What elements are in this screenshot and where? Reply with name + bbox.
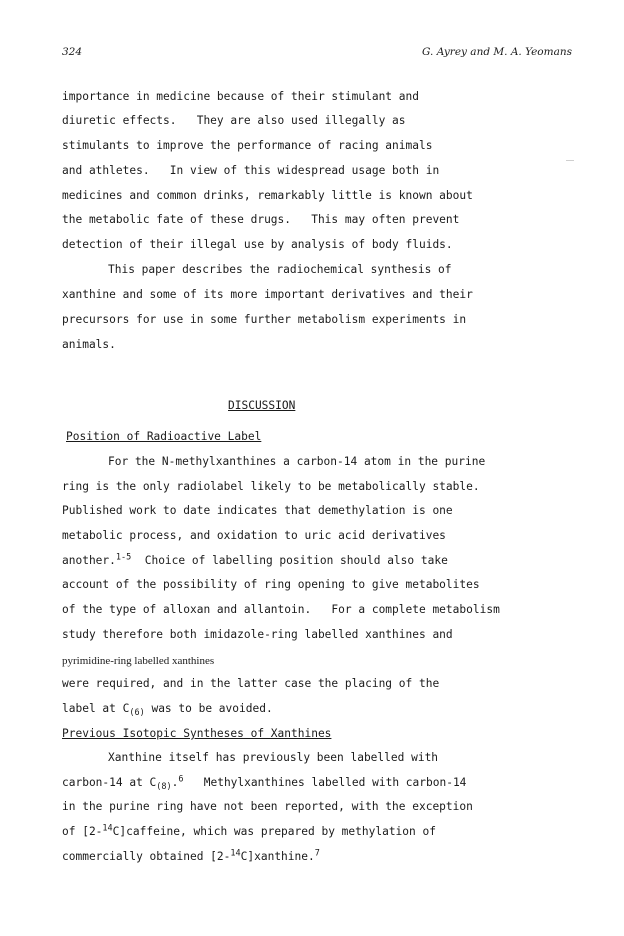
text-line: metabolic process, and oxidation to uric acid derivatives (62, 529, 446, 542)
text-span: another. (62, 554, 116, 567)
text-line: For the N-methylxanthines a carbon-14 atom in the purine (108, 455, 486, 468)
margin-mark (566, 160, 574, 161)
text-line (62, 850, 320, 864)
text-line (62, 554, 448, 568)
text-line: study therefore both imidazole-ring labelled xanthines and (62, 628, 453, 641)
reference-superscript: 7 (314, 848, 320, 859)
text-line: and athletes. In view of this widespread usage both in (62, 164, 440, 177)
subscript: (6) (129, 708, 145, 719)
text-span: carbon-14 at C (62, 776, 157, 789)
text-span: commercially obtained [2- (62, 850, 231, 863)
superscript: 14 (230, 848, 241, 859)
text-line: xanthine and some of its more important derivatives and their (62, 288, 473, 301)
text-line: precursors for use in some further metabolism experiments in (62, 313, 467, 326)
text-line: This paper describes the radiochemical synthesis of (108, 263, 452, 276)
text-line: detection of their illegal use by analysis of body fluids. (62, 238, 453, 251)
text-line: pyrimidine-ring labelled xanthines (62, 655, 215, 667)
text-span: of [2- (62, 825, 103, 838)
subsection-title: Position of Radioactive Label (66, 430, 262, 443)
text-line (62, 774, 467, 793)
text-span: Methylxanthines labelled with carbon-14 (183, 776, 467, 789)
text-line: animals. (62, 338, 116, 351)
text-line: diuretic effects. They are also used illegally as (62, 114, 406, 127)
text-span: C]caffeine, which was prepared by methylation of (112, 825, 436, 838)
text-span: was to be avoided. (144, 702, 273, 715)
text-line: importance in medicine because of their stimulant and (62, 90, 419, 103)
text-line (62, 825, 436, 839)
text-line: were required, and in the latter case the placing of the (62, 677, 440, 690)
text-span: . (171, 776, 179, 789)
text-span: C]xanthine. (240, 850, 315, 863)
running-header-authors: G. Ayrey and M. A. Yeomans (422, 46, 572, 58)
section-heading-discussion: DISCUSSION (228, 399, 296, 412)
text-line: ring is the only radiolabel likely to be metabolically stable. (62, 480, 480, 493)
text-span: Choice of labelling position should also take (131, 554, 448, 567)
text-line: of the type of alloxan and allantoin. For a complete metabolism (62, 603, 500, 616)
text-line: Published work to date indicates that demethylation is one (62, 504, 453, 517)
page-number: 324 (62, 46, 83, 58)
text-line: the metabolic fate of these drugs. This may often prevent (62, 213, 460, 226)
text-line: Xanthine itself has previously been labelled with (108, 751, 439, 764)
reference-superscript: 6 (178, 774, 184, 785)
reference-superscript: 1-5 (115, 552, 132, 563)
subscript: (8) (156, 782, 172, 793)
text-line: medicines and common drinks, remarkably little is known about (62, 189, 473, 202)
text-line: account of the possibility of ring opening to give metabolites (62, 578, 480, 591)
text-line: stimulants to improve the performance of racing animals (62, 139, 433, 152)
superscript: 14 (102, 823, 113, 834)
subsection-title: Previous Isotopic Syntheses of Xanthines (62, 727, 332, 740)
text-line: in the purine ring have not been reported, with the exception (62, 800, 473, 813)
text-line (62, 702, 273, 719)
text-span: label at C (62, 702, 130, 715)
